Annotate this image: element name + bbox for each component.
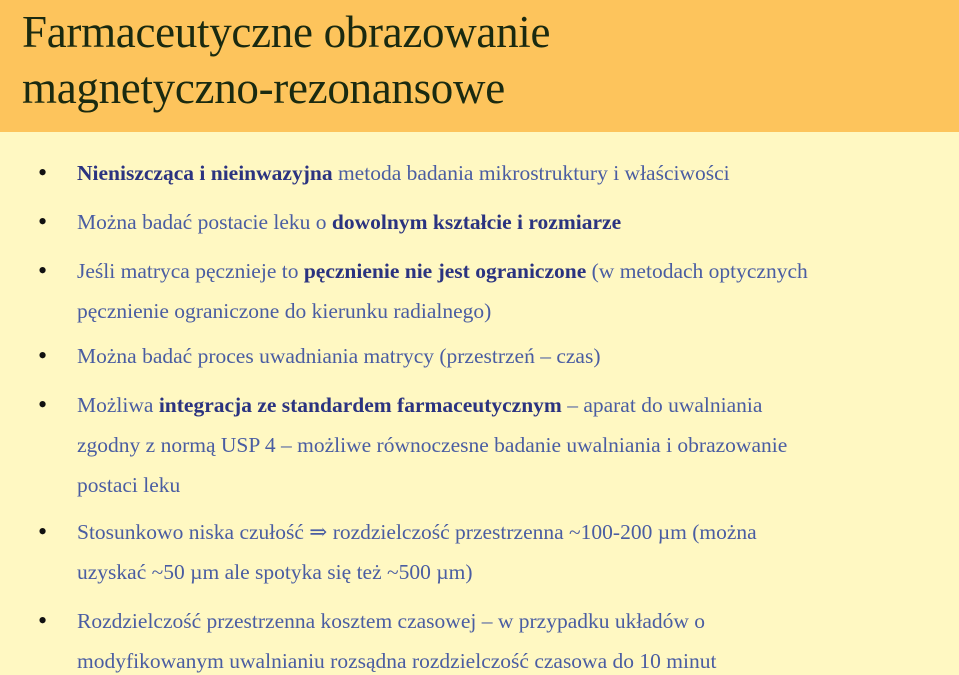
bullet-marker: • xyxy=(38,390,48,419)
bullet-text-line xyxy=(77,209,621,235)
text-run: Możliwa xyxy=(77,393,159,417)
bullet-marker: • xyxy=(38,341,48,370)
bullet-text-line xyxy=(77,258,808,284)
slide-title-line-2: magnetyczno-rezonansowe xyxy=(22,63,505,113)
bullet-text-line xyxy=(77,392,762,418)
text-run: Można badać proces uwadniania matrycy (przestrzeń – czas) xyxy=(77,344,601,368)
text-run: zgodny z normą USP 4 – możliwe równoczesne badanie uwalniania i obrazowanie xyxy=(77,433,788,457)
bullet-text-line xyxy=(77,298,491,324)
text-run: Jeśli matryca pęcznieje to xyxy=(77,259,304,283)
bullet-marker: • xyxy=(38,158,48,187)
bold-text: pęcznienie nie jest ograniczone xyxy=(303,259,587,283)
bullet-text-line xyxy=(77,432,787,458)
bullet-text-line xyxy=(77,519,757,545)
text-run: – aparat do uwalniania xyxy=(561,393,763,417)
bullet-marker: • xyxy=(38,606,48,635)
text-run: Rozdzielczość przestrzenna kosztem czasowej – w przypadku układów o xyxy=(77,609,706,633)
bold-text: dowolnym kształcie i rozmiarze xyxy=(331,210,622,234)
text-run: uzyskać ~50 µm ale spotyka się też ~500 µm) xyxy=(77,560,473,584)
bullet-text-line xyxy=(77,559,473,585)
bullet-text-line xyxy=(77,343,601,369)
text-run: postaci leku xyxy=(77,473,181,497)
bullet-marker: • xyxy=(38,256,48,285)
bullet-marker: • xyxy=(38,207,48,236)
text-run: Można badać postacie leku o xyxy=(77,210,332,234)
bullet-text-line xyxy=(77,472,180,498)
slide-title-line-1: Farmaceutyczne obrazowanie xyxy=(22,7,551,57)
bold-text: Nieniszcząca i nieinwazyjna xyxy=(77,161,333,185)
text-run: modyfikowanym uwalnianiu rozsądna rozdzielczość czasowa do 10 minut xyxy=(77,649,717,673)
bullet-text-line xyxy=(77,608,705,634)
bullet-text-line xyxy=(77,648,716,674)
text-run: pęcznienie ograniczone do kierunku radialnego) xyxy=(77,299,492,323)
text-run: metoda badania mikrostruktury i właściwości xyxy=(332,161,730,185)
text-run: Stosunkowo niska czułość ⇒ rozdzielczość przestrzenna ~100-200 µm (można xyxy=(77,520,757,544)
bold-text: integracja ze standardem farmaceutycznym xyxy=(158,393,562,417)
bullet-marker: • xyxy=(38,517,48,546)
text-run: (w metodach optycznych xyxy=(586,259,808,283)
bullet-text-line xyxy=(77,160,730,186)
